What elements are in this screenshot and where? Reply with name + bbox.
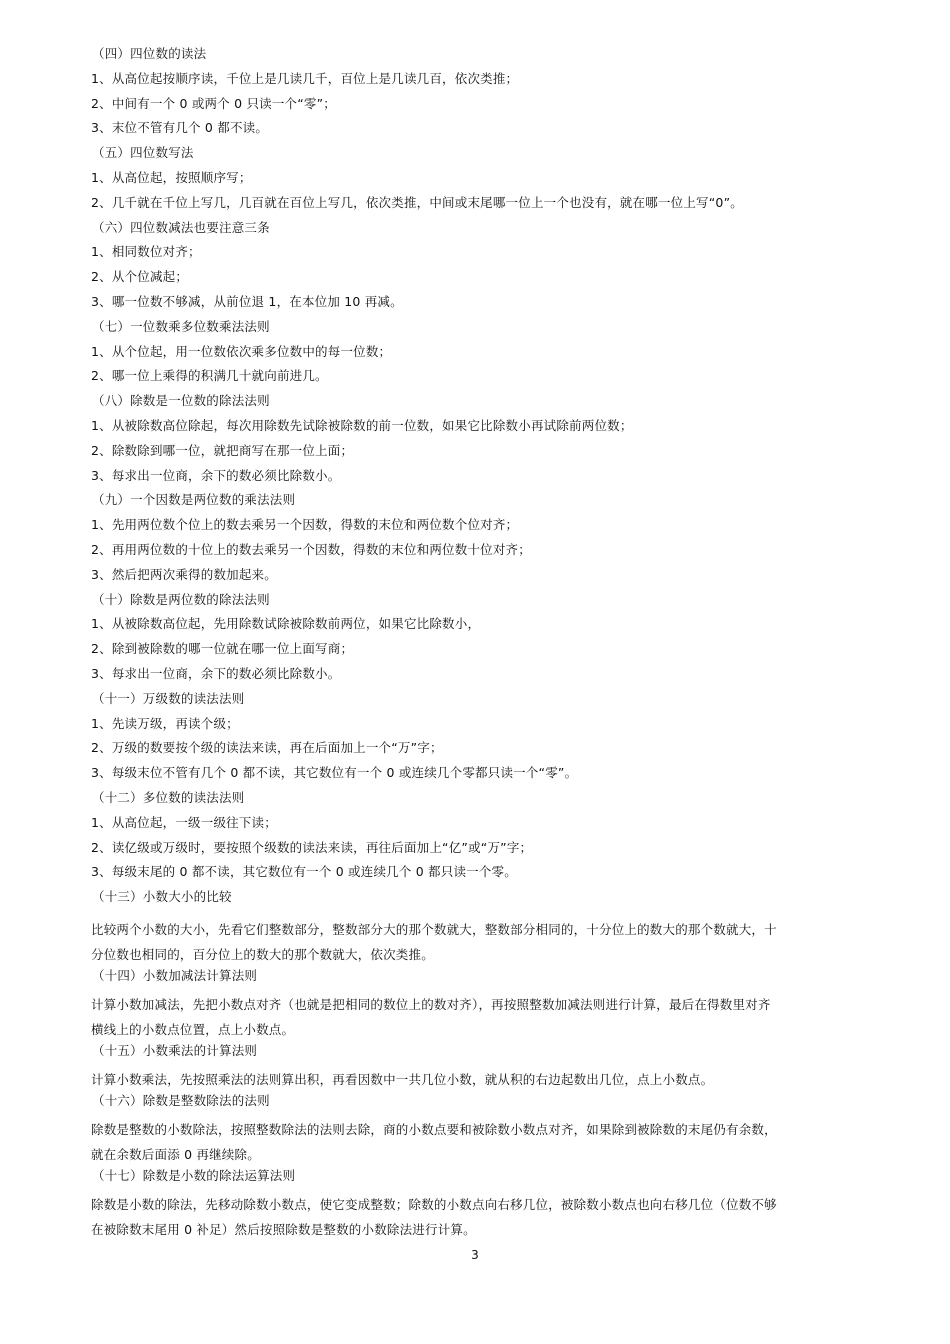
section-heading: （十七）除数是小数的除法运算法则: [92, 1168, 296, 1183]
rule-item: 3、然后把两次乘得的数加起来。: [91, 566, 277, 582]
rule-item: 2、读亿级或万级时，要按照个级数的读法来读，再往后面加上“亿”或“万”字；: [91, 839, 533, 855]
rule-item: 3、每级末尾的 0 都不读，其它数位有一个 0 或连续几个 0 都只读一个零。: [91, 864, 517, 880]
rule-item: 2、再用两位数的十位上的数去乘另一个因数，得数的末位和两位数十位对齐；: [91, 542, 531, 557]
rule-item: 1、从高位起，一级一级往下读；: [91, 814, 277, 830]
rule-item: 2、哪一位上乘得的积满几十就向前进几。: [91, 368, 328, 384]
paragraph-line: 横线上的小数点位置，点上小数点。: [91, 1022, 295, 1037]
section-heading: （五）四位数写法: [92, 145, 194, 161]
page-number: 3: [471, 1248, 479, 1262]
rule-item: 2、中间有一个 0 或两个 0 只读一个“零”；: [91, 95, 337, 111]
section-heading: （七）一位数乘多位数乘法法则: [92, 318, 270, 334]
paragraph-line: 分位数也相同的，百分位上的数大的那个数就大，依次类推。: [91, 947, 434, 962]
rule-item: 1、先读万级，再读个级；: [91, 715, 239, 731]
paragraph-line: 计算小数乘法，先按照乘法的法则算出积，再看因数中一共几位小数，就从积的右边起数出几位，点上小数点。: [91, 1072, 714, 1087]
rule-item: 3、末位不管有几个 0 都不读。: [91, 120, 269, 136]
section-heading: （十二）多位数的读法法则: [92, 790, 245, 805]
section-heading: （六）四位数减法也要注意三条: [92, 219, 270, 235]
paragraph-line: 计算小数加减法，先把小数点对齐（也就是把相同的数位上的数对齐），再按照整数加减法则进行计算，最后在得数里对齐: [91, 997, 771, 1012]
section-heading: （十六）除数是整数除法的法则: [92, 1093, 270, 1108]
paragraph-line: 比较两个小数的大小，先看它们整数部分，整数部分大的那个数就大，整数部分相同的，十分位上的数大的那个数就大，十: [91, 922, 777, 937]
rule-item: 1、从个位起，用一位数依次乘多位数中的每一位数；: [91, 343, 392, 359]
rule-item: 2、几千就在千位上写几，几百就在百位上写几，依次类推，中间或末尾哪一位上一个也没有，就在哪一位上写“0”。: [91, 194, 743, 210]
rule-item: 2、万级的数要按个级的读法来读，再在后面加上一个“万”字；: [91, 740, 443, 756]
rule-item: 1、先用两位数个位上的数去乘另一个因数，得数的末位和两位数个位对齐；: [91, 517, 519, 533]
rule-item: 3、每级末位不管有几个 0 都不读，其它数位有一个 0 或连续几个零都只读一个“零”。: [91, 765, 578, 781]
rule-item: 3、每求出一位商，余下的数必须比除数小。: [91, 467, 341, 483]
paragraph: [91, 917, 866, 967]
section-heading: （四）四位数的读法: [92, 46, 207, 61]
rule-item: 2、除数除到哪一位，就把商写在那一位上面；: [91, 442, 354, 458]
section-heading: （九）一个因数是两位数的乘法法则: [92, 492, 296, 508]
paragraph-line: 在被除数末尾用 0 补足）然后按照除数是整数的小数除法进行计算。: [91, 1222, 476, 1237]
paragraph-line: 就在余数后面添 0 再继续除。: [91, 1147, 260, 1162]
section-heading: （十一）万级数的读法法则: [92, 690, 245, 706]
section-heading: （十三）小数大小的比较: [92, 889, 232, 905]
paragraph-line: 除数是小数的除法，先移动除数小数点，使它变成整数；除数的小数点向右移几位，被除数小数点也向右移几位（位数不够: [91, 1197, 777, 1212]
rule-item: 1、从被除数高位除起，每次用除数先试除被除数的前一位数，如果它比除数小再试除前两位数；: [91, 418, 633, 433]
rule-item: 1、相同数位对齐；: [91, 244, 201, 260]
section-heading: （八）除数是一位数的除法法则: [92, 393, 270, 409]
rule-item: 3、哪一位数不够减，从前位退 1，在本位加 10 再减。: [91, 294, 403, 309]
section-heading: （十五）小数乘法的计算法则: [92, 1043, 258, 1058]
paragraph: [91, 1192, 866, 1242]
section-heading: （十四）小数加减法计算法则: [92, 968, 258, 983]
rule-item: 1、从高位起按顺序读，千位上是几读几千，百位上是几读几百，依次类推；: [91, 70, 519, 86]
rule-item: 2、从个位减起；: [91, 269, 189, 285]
paragraph-line: 除数是整数的小数除法，按照整数除法的法则去除，商的小数点要和被除数小数点对齐，如果除到被除数的末尾仍有余数，: [91, 1122, 777, 1137]
rule-item: 2、除到被除数的哪一位就在哪一位上面写商；: [91, 641, 354, 657]
rule-item: 3、每求出一位商，余下的数必须比除数小。: [91, 666, 341, 681]
rule-item: 1、从高位起，按照顺序写；: [91, 170, 252, 185]
paragraph: [91, 1117, 866, 1167]
rule-item: 1、从被除数高位起，先用除数试除被除数前两位，如果它比除数小，: [91, 616, 481, 632]
paragraph: [91, 1067, 866, 1092]
section-heading: （十）除数是两位数的除法法则: [92, 591, 270, 607]
paragraph: [91, 992, 866, 1042]
